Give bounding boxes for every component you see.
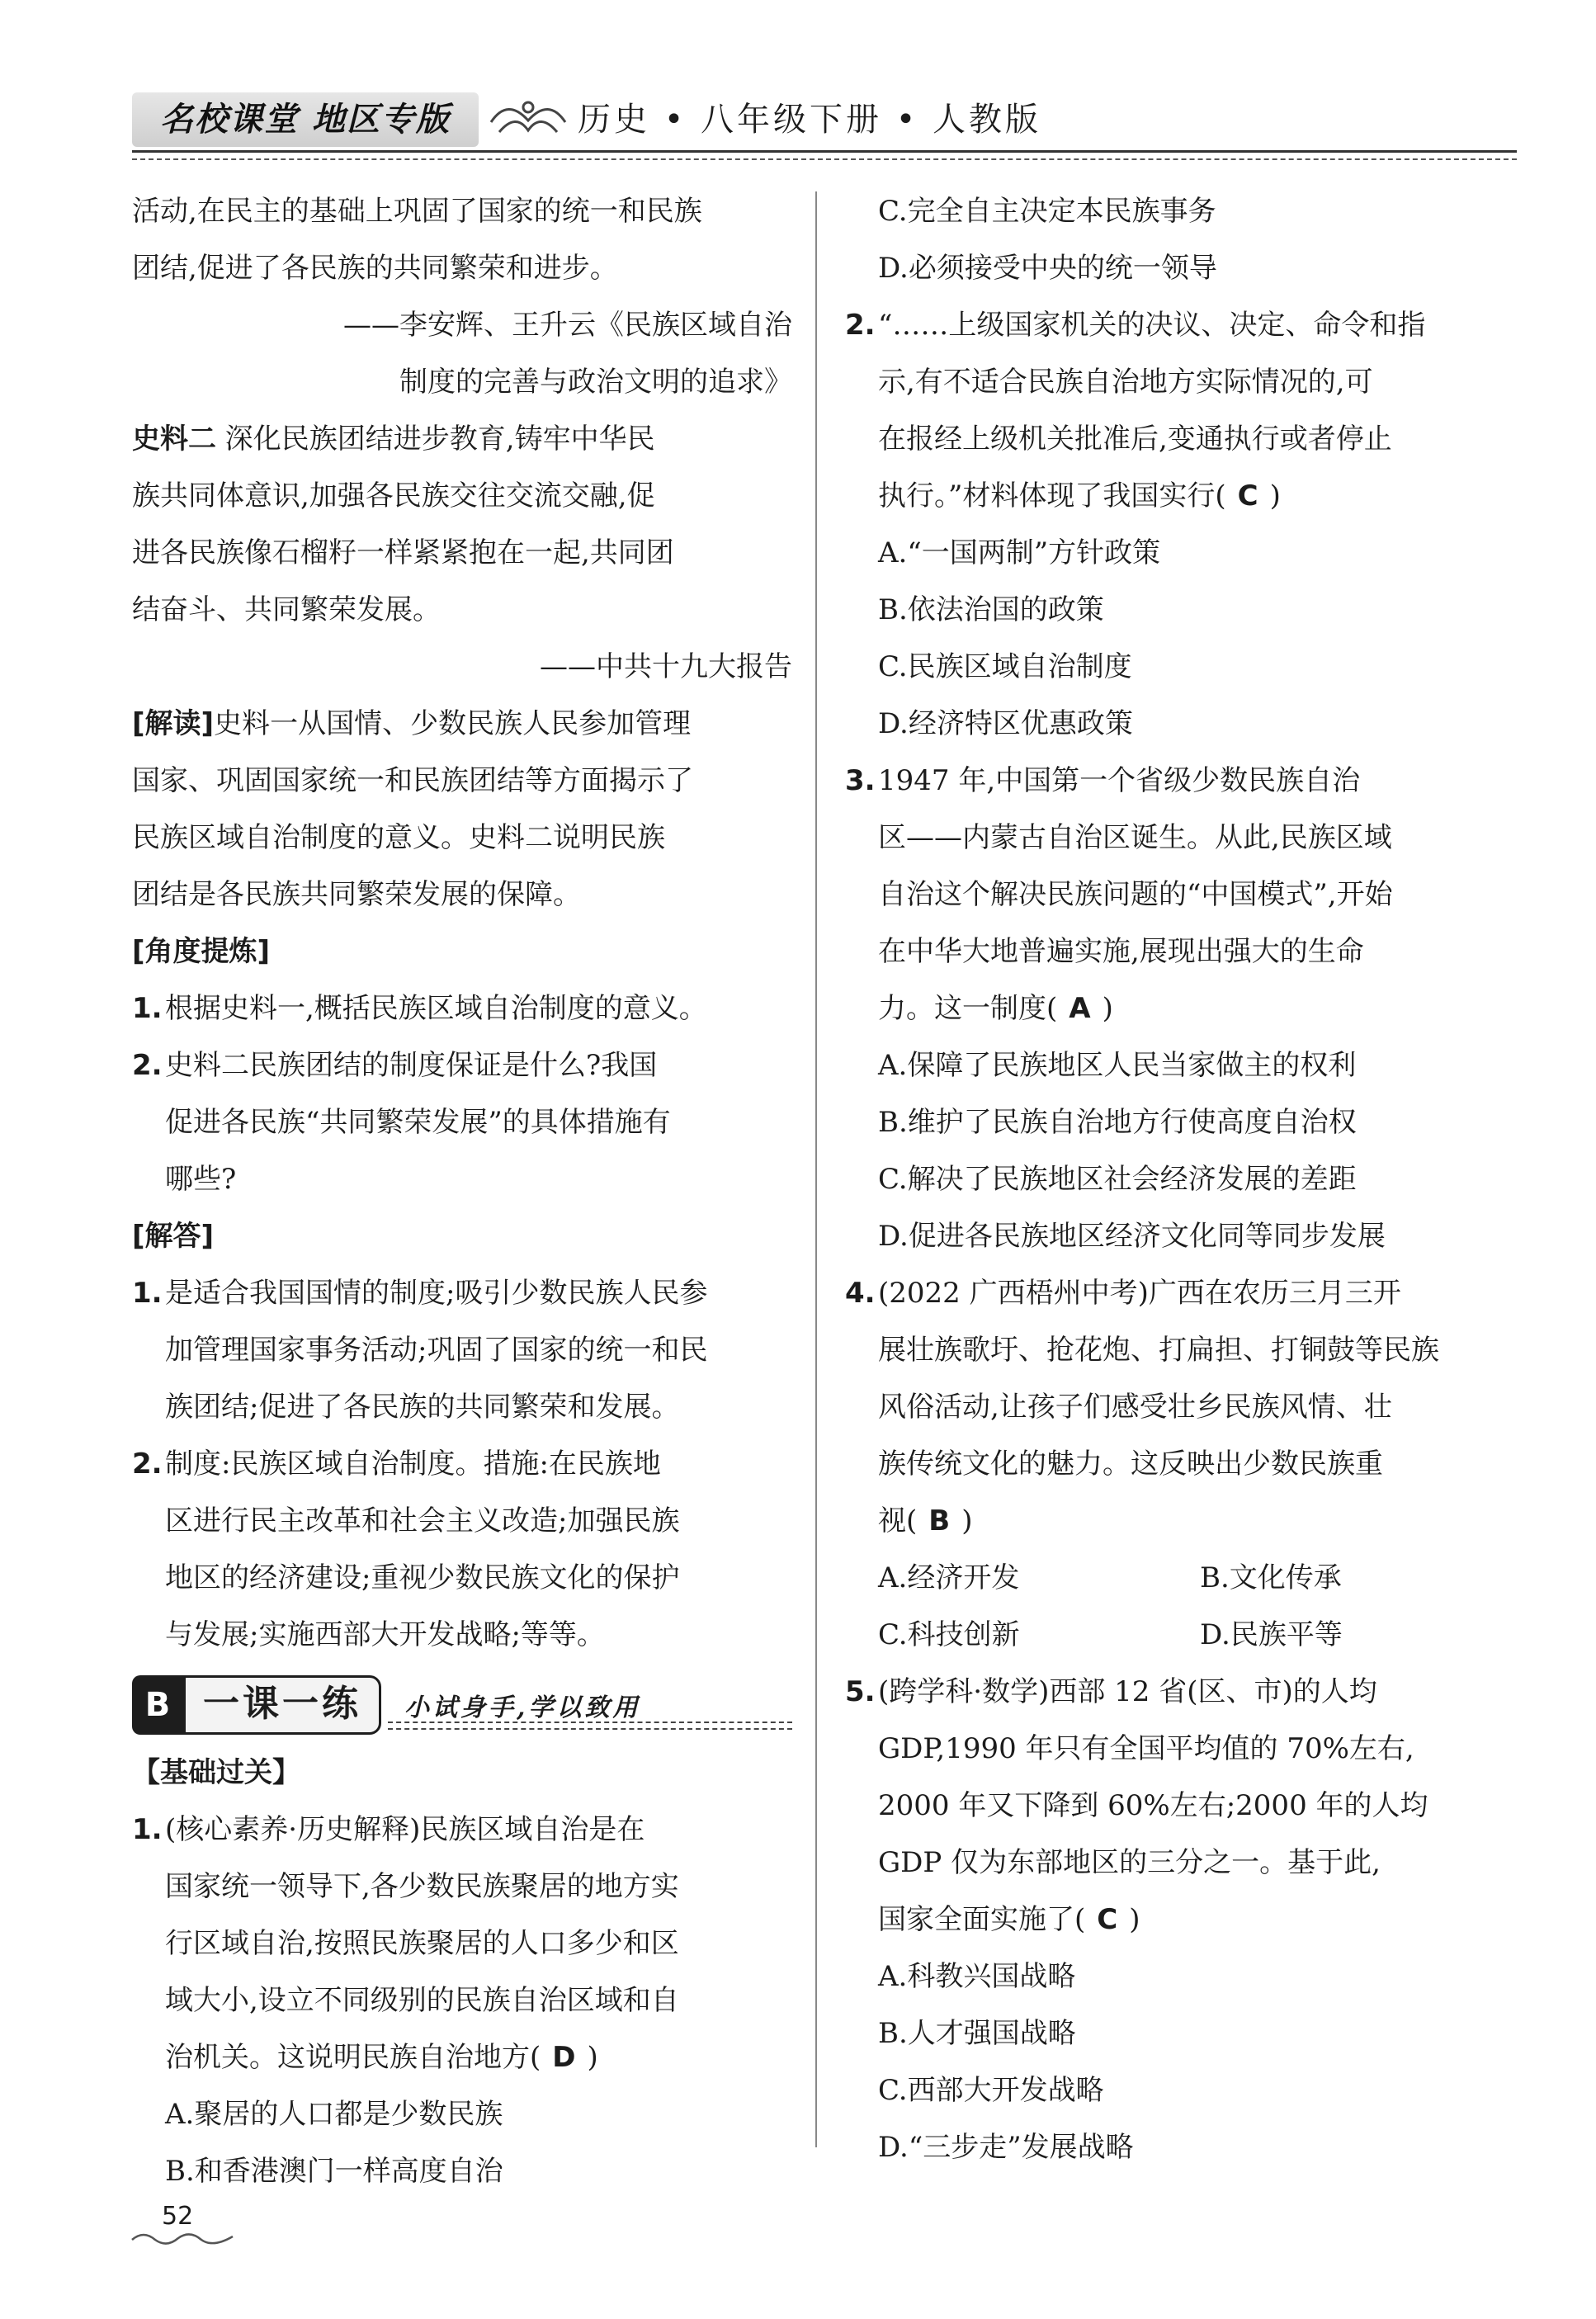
section-b-banner: [132, 1670, 792, 1741]
question-text: 国家统一领导下,各少数民族聚居的地方实: [165, 1870, 679, 1903]
answer-letter: B: [928, 1504, 951, 1537]
option: B.和香港澳门一样高度自治: [165, 2155, 503, 2188]
option: B.依法治国的政策: [878, 593, 1104, 626]
material2-line: 进各民族像石榴籽一样紧紧抱在一起,共同团: [132, 536, 674, 569]
interpretation-line: 团结是各民族共同繁荣发展的保障。: [132, 878, 581, 911]
item-text: 区进行民主改革和社会主义改造;加强民族: [165, 1504, 680, 1537]
source-line: ——李安辉、王升云《民族区域自治: [343, 309, 792, 342]
question-text: 自治这个解决民族问题的“中国模式”,开始: [878, 878, 1393, 911]
option: C.西部大开发战略: [878, 2074, 1104, 2107]
option: C.完全自主决定本民族事务: [878, 195, 1216, 228]
option: B.人才强国战略: [878, 2017, 1076, 2050]
angle-item-2: [132, 1037, 792, 1094]
item-text: 地区的经济建设;重视少数民族文化的保护: [165, 1561, 680, 1594]
option: A.“一国两制”方针政策: [878, 536, 1161, 569]
paren-close: ): [1129, 1903, 1140, 1936]
question-text: [845, 1493, 1522, 1550]
option: D.“三步走”发展战略: [878, 2131, 1134, 2164]
item-text: 加管理国家事务活动;巩固了国家的统一和民: [165, 1334, 708, 1367]
intro-line: 团结,促进了各民族的共同繁荣和进步。: [132, 252, 618, 285]
question-text: “……上级国家机关的决议、决定、命令和指: [878, 309, 1426, 342]
basic-heading: 【基础过关】: [132, 1756, 300, 1789]
item-number: 2.: [132, 1049, 163, 1082]
item-number: 1.: [132, 992, 163, 1025]
material2-label: 史料二: [132, 423, 216, 456]
question-text: 展壮族歌圩、抢花炮、打扁担、打铜鼓等民族: [878, 1334, 1439, 1367]
item-text: 与发展;实施西部大开发战略;等等。: [165, 1618, 605, 1651]
question-text: 域大小,设立不同级别的民族自治区域和自: [165, 1984, 679, 2017]
option: C.民族区域自治制度: [878, 650, 1132, 683]
question-5: [845, 1664, 1522, 1721]
banner-rule: [388, 1728, 792, 1730]
question-text: 行区域自治,按照民族聚居的人口多少和区: [165, 1927, 679, 1960]
question-text: 1947 年,中国第一个省级少数民族自治: [878, 764, 1361, 797]
item-text: 哪些?: [165, 1163, 237, 1196]
item-text: 制度:民族区域自治制度。措施:在民族地: [165, 1448, 661, 1481]
item-number: 2.: [132, 1448, 163, 1481]
source-line: 制度的完善与政治文明的追求》: [399, 366, 792, 399]
material2-source: ——中共十九大报告: [540, 650, 792, 683]
question-text: 国家全面实施了(: [878, 1903, 1086, 1936]
question-text: 视(: [878, 1504, 918, 1537]
option-row: [845, 1607, 1522, 1664]
question-text: GDP,1990 年只有全国平均值的 70%左右,: [878, 1732, 1414, 1765]
question-text: (核心素养·历史解释)民族区域自治是在: [165, 1813, 645, 1846]
paren-close: ): [1269, 479, 1281, 512]
intro-line: 活动,在民主的基础上巩固了国家的统一和民族: [132, 195, 702, 228]
left-column: [132, 183, 792, 2200]
option: D.必须接受中央的统一领导: [878, 252, 1217, 285]
material2-line: 结奋斗、共同繁荣发展。: [132, 593, 441, 626]
question-text: [132, 2029, 792, 2086]
item-text: 史料二民族团结的制度保证是什么?我国: [165, 1049, 658, 1082]
item-number: 1.: [132, 1277, 163, 1310]
option: D.民族平等: [1200, 1618, 1343, 1651]
interpretation-text: 史料一从国情、少数民族人民参加管理: [214, 707, 692, 740]
right-column: [845, 183, 1522, 2176]
option: A.保障了民族地区人民当家做主的权利: [878, 1049, 1357, 1082]
question-number: 1.: [132, 1813, 163, 1846]
item-text: 族团结;促进了各民族的共同繁荣和发展。: [165, 1391, 680, 1424]
header-rule-dashed: [132, 158, 1517, 160]
section-letter: B: [132, 1675, 183, 1735]
banner-rule: [388, 1722, 792, 1723]
question-number: 4.: [845, 1277, 876, 1310]
material2-line: [132, 411, 792, 468]
question-text: 执行。”材料体现了我国实行(: [878, 479, 1226, 512]
header-ornament-icon: [483, 89, 574, 147]
column-divider: [815, 191, 817, 2147]
answer-item-1: [132, 1265, 792, 1322]
answer-letter: D: [552, 2041, 576, 2074]
angle-item-1: [132, 980, 792, 1037]
item-text: 根据史料一,概括民族区域自治制度的意义。: [165, 992, 707, 1025]
material2-text: 深化民族团结进步教育,铸牢中华民: [216, 423, 655, 456]
option: C.解决了民族地区社会经济发展的差距: [878, 1163, 1357, 1196]
material2-line: 族共同体意识,加强各民族交往交流交融,促: [132, 479, 655, 512]
question-text: [845, 980, 1522, 1037]
header-title: 历史 • 八年级下册 • 人教版: [578, 101, 1042, 139]
question-text: 在报经上级机关批准后,变通执行或者停止: [878, 423, 1392, 456]
question-number: 5.: [845, 1675, 876, 1708]
option: B.维护了民族自治地方行使高度自治权: [878, 1106, 1357, 1139]
question-text: 风俗活动,让孩子们感受壮乡民族风情、壮: [878, 1391, 1392, 1424]
question-text: GDP 仅为东部地区的三分之一。基于此,: [878, 1846, 1381, 1879]
section-subtitle: 小试身手,学以致用: [404, 1693, 641, 1722]
option: C.科技创新: [878, 1618, 1020, 1651]
answer-letter: C: [1097, 1903, 1118, 1936]
interpretation-label: [解读]: [132, 707, 215, 740]
header-rule: [132, 150, 1517, 153]
page-number: 52: [162, 2202, 194, 2231]
question-text: 示,有不适合民族自治地方实际情况的,可: [878, 366, 1373, 399]
question-text: 族传统文化的魅力。这反映出少数民族重: [878, 1448, 1383, 1481]
question-2: [845, 297, 1522, 354]
item-text: 是适合我国国情的制度;吸引少数民族人民参: [165, 1277, 708, 1310]
question-text: 区——内蒙古自治区诞生。从此,民族区域: [878, 821, 1392, 854]
question-text: (跨学科·数学)西部 12 省(区、市)的人均: [878, 1675, 1377, 1708]
question-text: 力。这一制度(: [878, 992, 1058, 1025]
item-text: 促进各民族“共同繁荣发展”的具体措施有: [165, 1106, 671, 1139]
option: A.科教兴国战略: [878, 1960, 1076, 1993]
answer-label: [解答]: [132, 1220, 215, 1253]
answer-item-2: [132, 1436, 792, 1493]
footer-ornament-icon: [129, 2228, 236, 2248]
question-text: 在中华大地普遍实施,展现出强大的生命: [878, 935, 1364, 968]
option: D.促进各民族地区经济文化同等同步发展: [878, 1220, 1386, 1253]
question-text: 2000 年又下降到 60%左右;2000 年的人均: [878, 1789, 1428, 1822]
interpretation-line: 民族区域自治制度的意义。史料二说明民族: [132, 821, 665, 854]
option: A.聚居的人口都是少数民族: [165, 2098, 503, 2131]
section-title: 一课一练: [183, 1675, 381, 1735]
question-text: (2022 广西梧州中考)广西在农历三月三开: [878, 1277, 1401, 1310]
question-text: 治机关。这说明民族自治地方(: [165, 2041, 541, 2074]
question-1: [132, 1802, 792, 1859]
paren-close: ): [1102, 992, 1113, 1025]
series-banner: 名校课堂 地区专版: [132, 92, 479, 147]
option-row: [845, 1550, 1522, 1607]
question-number: 2.: [845, 309, 876, 342]
angle-label: [角度提炼]: [132, 935, 271, 968]
paren-close: ): [961, 1504, 973, 1537]
answer-letter: A: [1069, 992, 1091, 1025]
question-3: [845, 753, 1522, 810]
paren-close: ): [587, 2041, 598, 2074]
interpretation-line: 国家、巩固国家统一和民族团结等方面揭示了: [132, 764, 693, 797]
option: B.文化传承: [1200, 1561, 1342, 1594]
interpretation-line: [132, 696, 792, 753]
answer-letter: C: [1237, 479, 1258, 512]
option: D.经济特区优惠政策: [878, 707, 1133, 740]
question-4: [845, 1265, 1522, 1322]
question-text: [845, 468, 1522, 525]
question-number: 3.: [845, 764, 876, 797]
option: A.经济开发: [878, 1561, 1020, 1594]
question-text: [845, 1892, 1522, 1948]
